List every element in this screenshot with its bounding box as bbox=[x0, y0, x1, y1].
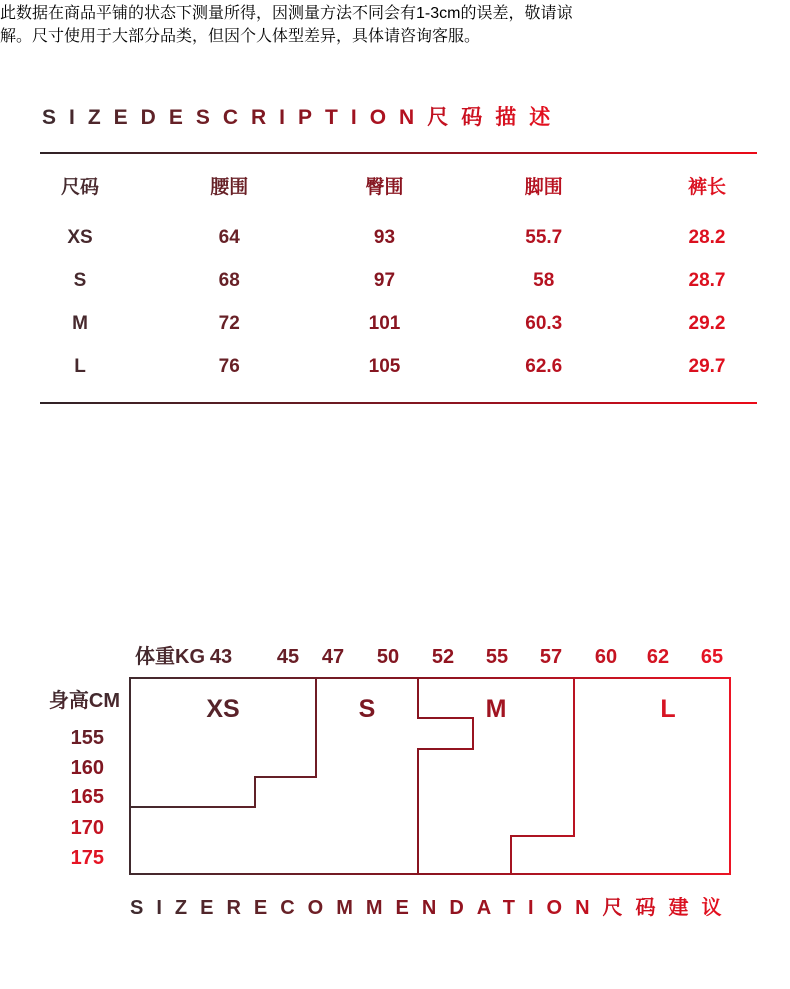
size-table bbox=[40, 152, 757, 404]
weight-tick-47: 47 bbox=[321, 646, 345, 668]
cell-waist: 76 bbox=[218, 355, 240, 377]
height-tick-170: 170 bbox=[70, 817, 104, 839]
cell-pants-length: 28.2 bbox=[688, 226, 726, 248]
region-label-m: M bbox=[485, 695, 507, 723]
cell-size: M bbox=[72, 312, 88, 334]
weight-tick-65: 65 bbox=[700, 646, 724, 668]
cell-size: S bbox=[73, 269, 87, 291]
weight-tick-43: 43 bbox=[209, 646, 233, 668]
column-header-leg-opening: 脚围 bbox=[524, 176, 563, 198]
height-tick-165: 165 bbox=[70, 786, 104, 808]
cell-hip: 93 bbox=[373, 226, 396, 248]
region-label-s: S bbox=[358, 695, 376, 723]
weight-tick-60: 60 bbox=[594, 646, 618, 668]
table-row-xs bbox=[40, 216, 757, 259]
cell-waist: 68 bbox=[218, 269, 240, 291]
height-tick-160: 160 bbox=[70, 757, 104, 779]
cell-size: L bbox=[74, 355, 86, 377]
height-tick-155: 155 bbox=[70, 727, 104, 749]
cell-size: XS bbox=[67, 226, 93, 248]
cell-hip: 97 bbox=[373, 269, 396, 291]
cell-pants-length: 29.2 bbox=[688, 312, 726, 334]
column-header-pants-length: 裤长 bbox=[687, 176, 726, 198]
measurement-note-line-1: 此数据在商品平铺的状态下测量所得，因测量方法不同会有1-3cm的误差，敬请谅 bbox=[0, 5, 573, 22]
cell-leg-opening: 62.6 bbox=[525, 355, 563, 377]
cell-leg-opening: 60.3 bbox=[525, 312, 563, 334]
weight-tick-55: 55 bbox=[485, 646, 509, 668]
table-row-m bbox=[40, 302, 757, 345]
region-label-l: L bbox=[660, 695, 676, 723]
measurement-note-line-2: 解。尺寸使用于大部分品类，但因个人体型差异，具体请咨询客服。 bbox=[0, 28, 481, 45]
size-recommendation-title: SIZERECOMMENDATION尺码建议 bbox=[130, 897, 735, 919]
height-tick-175: 175 bbox=[70, 847, 104, 869]
size-description-title: SIZEDESCRIPTION尺码描述 bbox=[42, 106, 564, 129]
table-row-s bbox=[40, 259, 757, 302]
column-header-waist: 腰围 bbox=[210, 176, 249, 198]
cell-pants-length: 29.7 bbox=[688, 355, 726, 377]
cell-waist: 64 bbox=[218, 226, 240, 248]
cell-hip: 101 bbox=[368, 312, 401, 334]
weight-tick-52: 52 bbox=[431, 646, 455, 668]
weight-tick-62: 62 bbox=[646, 646, 670, 668]
column-header-size: 尺码 bbox=[60, 176, 99, 198]
cell-hip: 105 bbox=[368, 355, 401, 377]
size-table-header-row bbox=[40, 154, 757, 216]
weight-axis-label: 体重KG bbox=[135, 646, 205, 668]
height-axis-label: 身高CM bbox=[48, 690, 120, 712]
weight-tick-50: 50 bbox=[376, 646, 400, 668]
table-bottom-spacer bbox=[40, 388, 757, 402]
column-header-hip: 臀围 bbox=[365, 176, 404, 198]
cell-leg-opening: 55.7 bbox=[525, 226, 563, 248]
table-bottom-rule bbox=[40, 402, 757, 404]
s-m-boundary bbox=[418, 679, 473, 873]
region-label-xs: XS bbox=[206, 695, 240, 723]
table-row-l bbox=[40, 345, 757, 388]
weight-tick-57: 57 bbox=[539, 646, 563, 668]
cell-waist: 72 bbox=[218, 312, 240, 334]
cell-leg-opening: 58 bbox=[533, 269, 555, 291]
cell-pants-length: 28.7 bbox=[688, 269, 726, 291]
weight-tick-45: 45 bbox=[276, 646, 300, 668]
m-l-boundary bbox=[511, 679, 574, 873]
size-recommendation-chart bbox=[20, 635, 770, 885]
